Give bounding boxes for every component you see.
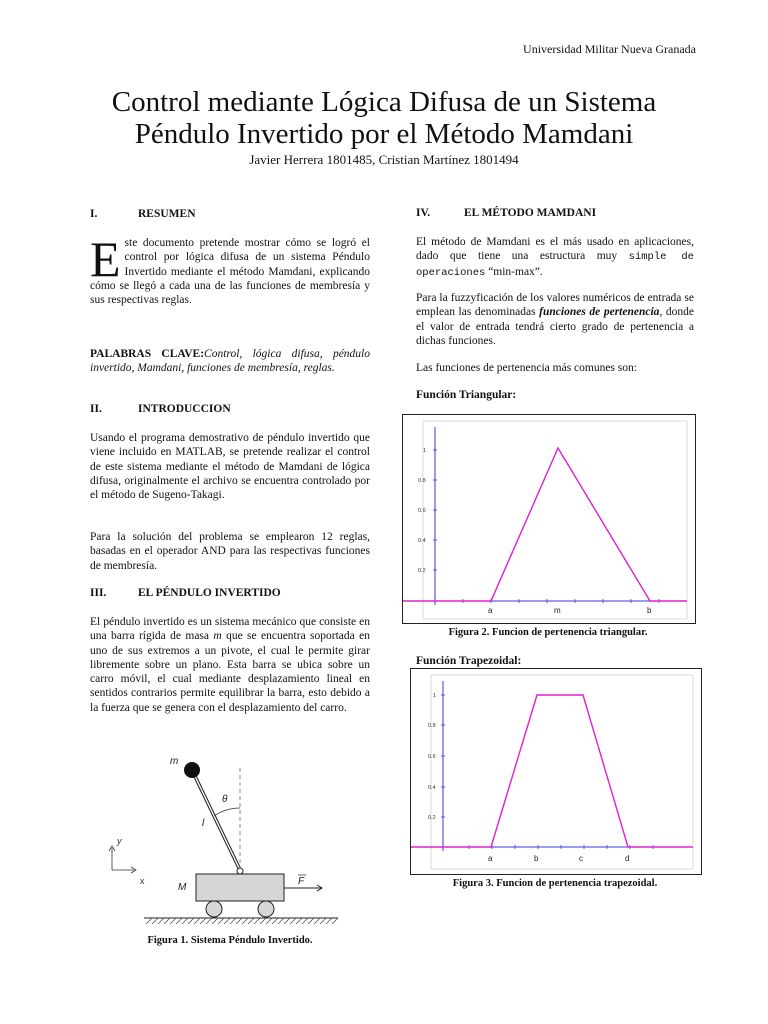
section-heading-mamdani: IV. EL MÉTODO MAMDANI [416,207,597,219]
figure-2-caption: Figura 2. Funcion de pertenencia triangular. [448,627,648,638]
trapezoidal-membership-line [411,695,693,847]
pendulo-paragraph: El péndulo invertido es un sistema mecánico que consiste en una barra rígida de masa m que se encuentra soportada en uno de sus extremos a un pivote, el cual le permite girar libremente sobre un plano. Esta barra se ubica sobre un carro móvil, el cual mediante desplazamiento lineal en sentidos contrarios permite equilibrar la barra, esto debido a la fuerza que se genera con el desplazamiento del carro. [90,616,370,714]
mamdani-paragraph-3: Las funciones de pertenencia más comunes son: [416,362,637,374]
resumen-paragraph: Este documento pretende mostrar cómo se logró el control por lógica difusa de un sistema Péndulo Invertido mediante el método Mamdani, explicando cómo se llegó a cada una de las funciones de membresía y sus respectivas reglas. [90,231,370,307]
ytick-0.6: 0.6 [418,508,426,514]
length-label: l [202,818,205,829]
institution-header: Universidad Militar Nueva Granada [523,42,696,56]
keywords-paragraph [90,347,370,376]
xlabel-a: a [488,606,493,615]
mass-label: m [170,756,179,767]
cart [196,874,284,901]
x-axis-label: x [140,876,145,886]
ground-hatching [146,918,338,924]
title-line-1: Control mediante Lógica Difusa de un Sistema [111,86,657,118]
trapezoidal-chart-frame [410,668,702,875]
xlabel-b: b [647,606,652,615]
ytick-0.4: 0.4 [428,785,436,791]
theta-label: θ [222,794,228,805]
mamdani-paragraph-2: Para la fuzzyficación de los valores numéricos de entrada se emplean las denominadas funciones de pertenencia, donde el valor de entrada tendrá cierto grado de pertenencia a dichas funciones. [416,292,695,347]
ytick-0.6: 0.6 [428,754,436,760]
xlabel-a: a [488,854,493,863]
title-line-2: Péndulo Invertido por el Método Mamdani [134,118,634,150]
pendulum-mass [184,762,200,778]
drop-cap: E [90,231,121,287]
y-axis-label: y [117,836,122,846]
triangular-chart-frame [402,414,696,624]
xlabel-d: d [625,854,630,863]
figure-1-caption: Figura 1. Sistema Péndulo Invertido. [147,935,313,946]
xlabel-c: c [579,854,583,863]
triangular-chart [403,415,695,623]
ytick-0.4: 0.4 [418,538,426,544]
triangular-membership-line [403,448,687,601]
trapezoidal-heading: Función Trapezoidal: [416,655,522,667]
ytick-0.2: 0.2 [418,568,426,574]
angle-arc [214,808,240,816]
pivot [237,868,243,874]
ytick-0.8: 0.8 [418,478,426,484]
intro-paragraph-1: Usando el programa demostrativo de péndulo invertido que viene incluido en MATLAB, se pretende realizar el control de este sistema mediante el método de Mamdani de lógica difusa, originalmente el archivo se encuentra controlado por el método de Sugeno-Takagi. [90,432,370,502]
cart-wheel-right [258,901,274,917]
mamdani-paragraph-1: El método de Mamdani es el más usado en aplicaciones, dado que tiene una estructura muy simple de operaciones “min-max”. [416,236,694,279]
cart-mass-label: M [178,882,187,893]
ytick-0.2: 0.2 [428,815,436,821]
xlabel-b: b [534,854,539,863]
ytick-1: 1 [423,448,427,454]
authors: Javier Herrera 1801485, Cristian Martínez 1801494 [249,152,519,167]
paper-title [0,86,768,150]
figure-3-caption: Figura 3. Funcion de pertenencia trapezoidal. [452,878,658,889]
force-label: F [298,876,305,887]
section-heading-intro: II. INTRODUCCION [90,403,231,415]
section-heading-pendulo: III. EL PÉNDULO INVERTIDO [90,587,281,599]
keywords-label: PALABRAS CLAVE: [90,348,205,360]
section-heading-resumen: I. RESUMEN [90,208,196,220]
triangular-heading: Función Triangular: [416,389,517,401]
trapezoidal-chart [411,669,701,874]
pendulum-diagram [100,748,350,928]
cart-wheel-left [206,901,222,917]
xlabel-m: m [554,606,561,615]
ytick-0.8: 0.8 [428,723,436,729]
keywords-text: Control, lógica difusa, péndulo invertido, Mamdani, funciones de membresía, reglas. [90,348,370,375]
ytick-1: 1 [433,693,437,699]
intro-paragraph-2: Para la solución del problema se emplearon 12 reglas, basadas en el operador AND para las respectivas funciones de membresía. [90,531,370,572]
